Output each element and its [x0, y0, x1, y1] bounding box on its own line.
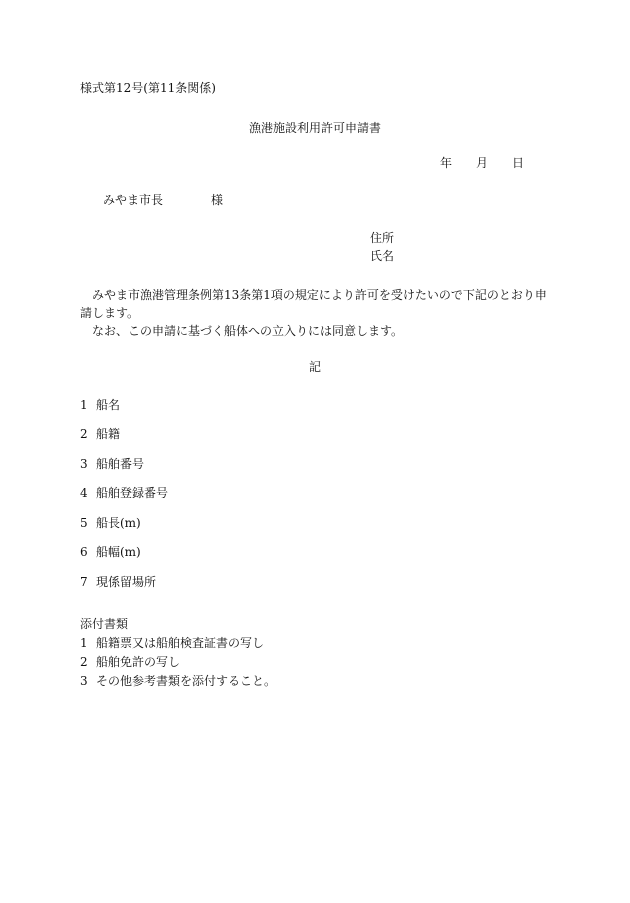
- attachment-number: 1: [80, 636, 88, 650]
- item-label: 船幅(m): [96, 545, 141, 559]
- item-number: 2: [80, 427, 88, 441]
- recipient-line: [103, 194, 223, 206]
- attachment-label: 船籍票又は船舶検査証書の写し: [96, 636, 265, 650]
- item-ship-width: [80, 546, 141, 558]
- item-label: 船名: [96, 398, 121, 412]
- item-number: 3: [80, 457, 88, 471]
- item-registration-number: [80, 487, 168, 499]
- form-number: 様式第12号(第11条関係): [80, 81, 216, 95]
- item-number: 6: [80, 545, 88, 559]
- date-day-label: 日: [512, 156, 525, 170]
- item-label: 船籍: [96, 427, 121, 441]
- item-ship-registry: [80, 428, 120, 440]
- applicant-name-label: 氏名: [370, 249, 395, 263]
- attachment-label: その他参考書類を添付すること。: [96, 674, 277, 688]
- attachment-item: [80, 656, 180, 668]
- item-label: 船長(m): [96, 516, 141, 530]
- item-number: 4: [80, 486, 88, 500]
- item-number: 7: [80, 575, 88, 589]
- application-body: [80, 286, 555, 340]
- item-number: 1: [80, 398, 88, 412]
- attachment-item: [80, 675, 276, 687]
- item-label: 現係留場所: [96, 575, 157, 589]
- attachment-number: 2: [80, 655, 88, 669]
- recipient-name: みやま市長: [103, 193, 164, 207]
- date-year-label: 年: [440, 156, 453, 170]
- ki-heading: 記: [308, 360, 321, 374]
- date-line: [440, 157, 524, 169]
- attachment-number: 3: [80, 674, 88, 688]
- attachments-title: 添付書類: [80, 617, 129, 631]
- item-ship-name: [80, 399, 120, 411]
- recipient-honorific: 様: [211, 193, 224, 207]
- item-ship-length: [80, 517, 141, 529]
- item-label: 船舶番号: [96, 457, 145, 471]
- body-paragraph-2: なお、この申請に基づく船体への立入りには同意します。: [92, 324, 404, 338]
- address-label: 住所: [370, 231, 395, 245]
- item-number: 5: [80, 516, 88, 530]
- attachment-item: [80, 637, 264, 649]
- item-ship-number: [80, 458, 144, 470]
- item-label: 船舶登録番号: [96, 486, 169, 500]
- item-mooring-location: [80, 576, 156, 588]
- date-month-label: 月: [476, 156, 489, 170]
- attachment-label: 船舶免許の写し: [96, 655, 181, 669]
- document-title: 漁港施設利用許可申請書: [248, 121, 381, 135]
- body-paragraph-1: みやま市漁港管理条例第13条第1項の規定により許可を受けたいので下記のとおり申請します。: [80, 288, 547, 320]
